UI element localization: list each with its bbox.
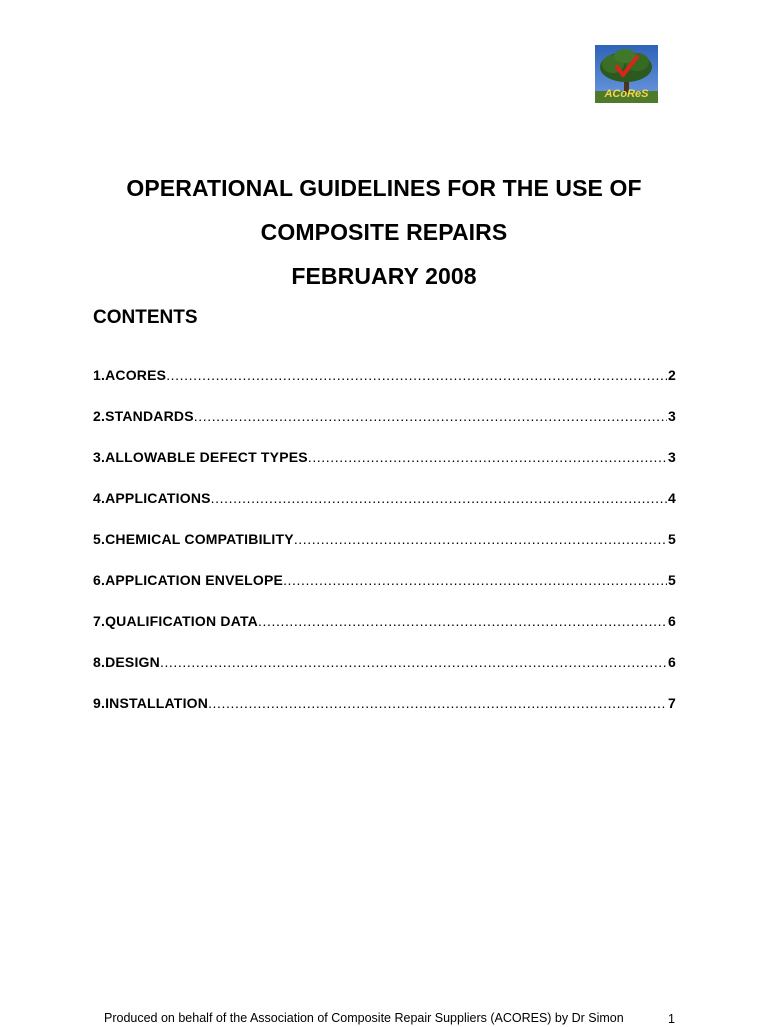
toc-entry-applications[interactable] bbox=[93, 486, 676, 527]
toc-page-number: 3 bbox=[668, 449, 676, 465]
toc-leader-dots bbox=[308, 445, 667, 469]
toc-page-number: 6 bbox=[668, 613, 676, 629]
tree-checkmark-logo-icon bbox=[595, 45, 658, 103]
footer-credit: Produced on behalf of the Association of Composite Repair Suppliers (ACORES) by Dr Simon bbox=[104, 1011, 624, 1025]
toc-leader-dots bbox=[160, 650, 667, 674]
acores-logo bbox=[595, 45, 658, 103]
title-line-3: FEBRUARY 2008 bbox=[291, 263, 477, 289]
toc-label: 6.APPLICATION ENVELOPE bbox=[93, 572, 284, 588]
toc-entry-standards[interactable] bbox=[93, 404, 676, 445]
toc-page-number: 6 bbox=[668, 654, 676, 670]
footer-page-number: 1 bbox=[668, 1012, 675, 1026]
toc-page-number: 2 bbox=[668, 367, 676, 383]
toc-entry-installation[interactable] bbox=[93, 691, 676, 732]
toc-page-number: 7 bbox=[668, 695, 676, 711]
toc-label: 9.INSTALLATION bbox=[93, 695, 209, 711]
toc-label: 3.ALLOWABLE DEFECT TYPES bbox=[93, 449, 308, 465]
toc-entry-acores[interactable] bbox=[93, 363, 676, 404]
toc-label: 5.CHEMICAL COMPATIBILITY bbox=[93, 531, 294, 547]
toc-label: 7.QUALIFICATION DATA bbox=[93, 613, 258, 629]
toc-entry-qualification-data[interactable] bbox=[93, 609, 676, 650]
title-line-1: OPERATIONAL GUIDELINES FOR THE USE OF bbox=[126, 175, 642, 201]
toc-page-number: 4 bbox=[668, 490, 676, 506]
logo-text: ACoReS bbox=[604, 88, 649, 100]
title-line-2: COMPOSITE REPAIRS bbox=[260, 219, 508, 245]
toc-label: 2.STANDARDS bbox=[93, 408, 194, 424]
toc-leader-dots bbox=[194, 404, 667, 428]
toc-page-number: 3 bbox=[668, 408, 676, 424]
toc-label: 8.DESIGN bbox=[93, 654, 160, 670]
toc-entry-chemical-compatibility[interactable] bbox=[93, 527, 676, 568]
toc-entry-allowable-defect-types[interactable] bbox=[93, 445, 676, 486]
toc-label: 1.ACORES bbox=[93, 367, 167, 383]
toc-entry-application-envelope[interactable] bbox=[93, 568, 676, 609]
toc-label: 4.APPLICATIONS bbox=[93, 490, 211, 506]
toc-page-number: 5 bbox=[668, 531, 676, 547]
toc-leader-dots bbox=[166, 363, 667, 387]
toc-page-number: 5 bbox=[668, 572, 676, 588]
toc-leader-dots bbox=[211, 486, 667, 510]
contents-heading: CONTENTS bbox=[93, 307, 198, 328]
toc-leader-dots bbox=[208, 691, 667, 715]
table-of-contents bbox=[93, 363, 676, 732]
toc-leader-dots bbox=[283, 568, 667, 592]
toc-leader-dots bbox=[294, 527, 667, 551]
toc-entry-design[interactable] bbox=[93, 650, 676, 691]
toc-leader-dots bbox=[258, 609, 667, 633]
